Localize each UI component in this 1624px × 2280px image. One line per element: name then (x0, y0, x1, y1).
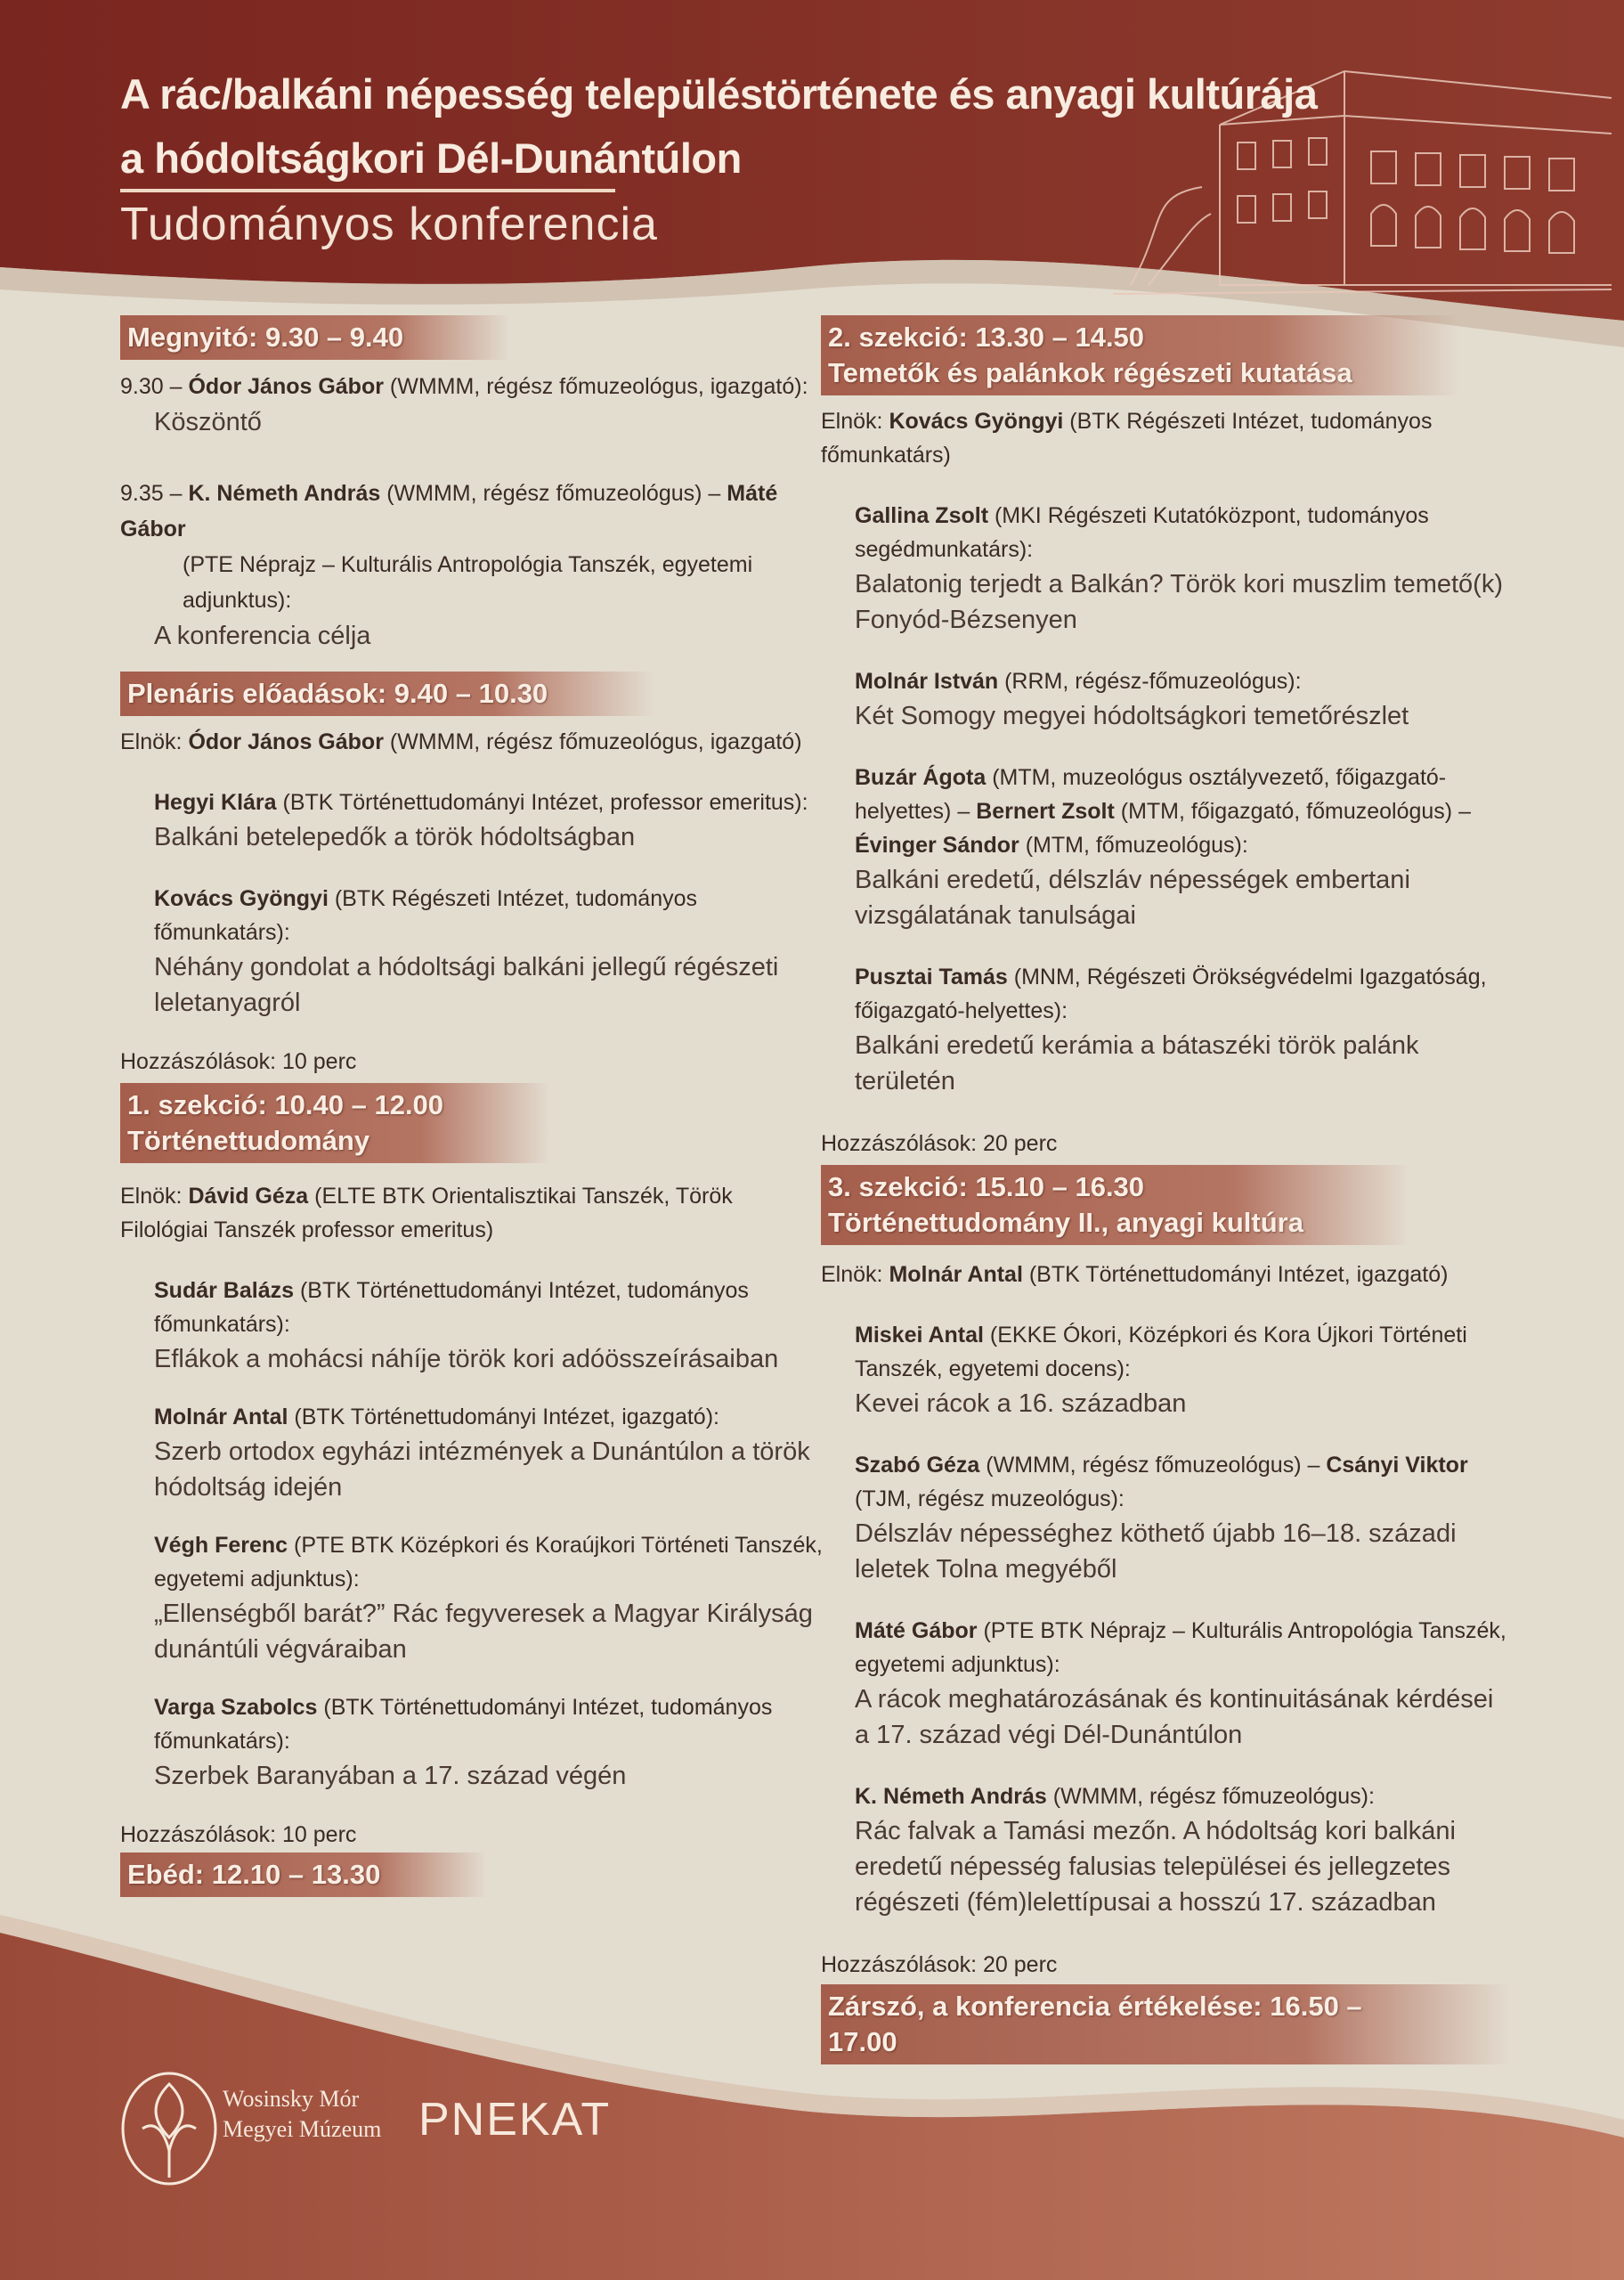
talk-title: A rácok meghatározásának és kontinuitásának kérdései a 17. század végi Dél-Dunántúlon (855, 1685, 1494, 1749)
title-divider (120, 189, 615, 192)
talk-title: Szerb ortodox egyházi intézmények a Dunántúlon a török hódoltság idején (154, 1437, 810, 1502)
session-1-heading: 1. szekció: 10.40 – 12.00 Történettudomány (120, 1083, 550, 1163)
speaker-name: Sudár Balázs (154, 1278, 295, 1303)
list-item: Hegyi Klára (BTK Történettudományi Intézet, professor emeritus): Balkáni betelepedők a török hódoltságban (154, 786, 824, 855)
talk-title: Szerbek Baranyában a 17. század végén (154, 1762, 627, 1790)
talk-title: Balkáni betelepedők a török hódoltságban (154, 823, 636, 851)
page-subtitle: Tudományos konferencia (120, 199, 658, 250)
closing-heading: Zárszó, a konferencia értékelése: 16.50 – 17.00 (821, 1984, 1511, 2064)
session-2-heading: 2. szekció: 13.30 – 14.50 Temetők és palánkok régészeti kutatása (821, 315, 1459, 395)
speaker-name: Varga Szabolcs (154, 1695, 318, 1720)
talk-title: Két Somogy megyei hódoltságkori temetőrészlet (855, 702, 1409, 730)
opening-item-1: 9.30 – Ódor János Gábor (WMMM, régész főmuzeológus, igazgató): (120, 374, 808, 399)
speaker-name: Kovács Gyöngyi (154, 886, 329, 911)
chair-line: Elnök: Molnár Antal (BTK Történettudományi Intézet, igazgató) (821, 1262, 1449, 1287)
list-item: Pusztai Tamás (MNM, Régészeti Örökségvédelmi Igazgatóság, főigazgató-helyettes): Balkáni eredetű kerámia a bátaszéki török palánk területén (855, 960, 1511, 1099)
speaker-name: Máté Gábor (855, 1618, 978, 1643)
opening-item-2: 9.35 – K. Németh András (WMMM, régész főmuzeológus) – Máté Gábor (120, 481, 778, 542)
lunch-heading: Ebéd: 12.10 – 13.30 (120, 1852, 487, 1897)
list-item: Molnár Antal (BTK Történettudományi Intézet, igazgató): Szerb ortodox egyházi intézmények a Dunántúlon a török hódoltság idején (154, 1400, 824, 1505)
title-line-2: a hódoltságkori Dél-Dunántúlon (120, 134, 742, 182)
list-item: Szabó Géza (WMMM, régész főmuzeológus) – Csányi Viktor (TJM, régész muzeológus): Délszláv népességhez köthető újabb 16–18. századi leletek Tolna megyéből (855, 1448, 1511, 1587)
partner-logo: PNEKAT (418, 2094, 612, 2146)
chair-line: Elnök: Dávid Géza (ELTE BTK Orientalisztikai Tanszék, Török Filológiai Tanszék professor emeritus) (120, 1184, 733, 1242)
list-item: Máté Gábor (PTE BTK Néprajz – Kulturális Antropológia Tanszék, egyetemi adjunktus): A rácok meghatározásának és kontinuitásának kérdései a 17. század végi Dél-Dunántúlon (855, 1614, 1511, 1753)
chair-line: Elnök: Ódor János Gábor (WMMM, régész főmuzeológus, igazgató) (120, 729, 802, 754)
speaker-name: K. Németh András (855, 1784, 1047, 1809)
speaker-name: Máté Gábor (120, 481, 778, 542)
opening-heading: Megnyitó: 9.30 – 9.40 (120, 315, 510, 360)
speaker-name: K. Németh András (188, 481, 381, 506)
list-item: Kovács Gyöngyi (BTK Régészeti Intézet, tudományos főmunkatárs): Néhány gondolat a hódoltsági balkáni jellegű régészeti leletanyagról (154, 882, 824, 1021)
chair-name: Kovács Gyöngyi (889, 409, 1064, 434)
list-item: Gallina Zsolt (MKI Régészeti Kutatóközpont, tudományos segédmunkatárs): Balatonig terjedt a Balkán? Török kori muszlim temető(k) Fonyód-Bézsenyen (855, 499, 1511, 638)
discussion-note: Hozzászólások: 10 perc (120, 1822, 357, 1847)
list-item: Varga Szabolcs (BTK Történettudományi Intézet, tudományos főmunkatárs): Szerbek Baranyában a 17. század végén (154, 1690, 824, 1794)
list-item: Sudár Balázs (BTK Történettudományi Intézet, tudományos főmunkatárs): Eflákok a mohácsi náhíje török kori adóösszeírásaiban (154, 1274, 824, 1377)
list-item: Miskei Antal (EKKE Ókori, Középkori és Kora Újkori Történeti Tanszék, egyetemi docens): Kevei rácok a 16. században (855, 1318, 1511, 1421)
talk-title: Balkáni eredetű, délszláv népességek embertani vizsgálatának tanulságai (855, 866, 1410, 930)
chair-name: Ódor János Gábor (188, 729, 384, 754)
chair-line: Elnök: Kovács Gyöngyi (BTK Régészeti Intézet, tudományos főmunkatárs) (821, 409, 1433, 468)
talk-title: Rác falvak a Tamási mezőn. A hódoltság kori balkáni eredetű népesség falusias települései és jellegzetes régészeti (fém)lelettípusai a hosszú 17. században (855, 1817, 1456, 1917)
talk-title: „Ellenségből barát?” Rác fegyveresek a Magyar Királyság dunántúli végváraiban (154, 1600, 813, 1664)
session-3-heading: 3. szekció: 15.10 – 16.30 Történettudomány II., anyagi kultúra (821, 1165, 1410, 1245)
list-item: Buzár Ágota (MTM, muzeológus osztályvezető, főigazgató-helyettes) – Bernert Zsolt (MTM, főigazgató, főmuzeológus) – Évinger Sándor (MTM, főmuzeológus): Balkáni eredetű, délszláv népességek embertani vizsgálatának tanulságai (855, 761, 1511, 933)
speaker-name: Évinger Sándor (855, 833, 1019, 858)
talk-title: Balkáni eredetű kerámia a bátaszéki török palánk területén (855, 1031, 1419, 1095)
speaker-name: Hegyi Klára (154, 790, 277, 815)
list-item: Molnár István (RRM, régész-főmuzeológus): Két Somogy megyei hódoltságkori temetőrészlet (855, 664, 1511, 734)
talk-title: Néhány gondolat a hódoltsági balkáni jellegű régészeti leletanyagról (154, 953, 779, 1017)
speaker-name: Szabó Géza (855, 1453, 980, 1478)
chair-name: Molnár Antal (889, 1262, 1023, 1287)
page-title (120, 62, 1317, 191)
speaker-affiliation: (PTE Néprajz – Kulturális Antropológia Tanszék, egyetemi adjunktus): (183, 552, 753, 613)
speaker-name: Végh Ferenc (154, 1533, 288, 1558)
talk-title: Délszláv népességhez köthető újabb 16–18. századi leletek Tolna megyéből (855, 1519, 1457, 1584)
speaker-name: Miskei Antal (855, 1323, 984, 1348)
discussion-note: Hozzászólások: 20 perc (821, 1131, 1058, 1156)
talk-title: A konferencia célja (154, 622, 371, 650)
talk-title: Kevei rácok a 16. században (855, 1389, 1187, 1418)
chair-name: Dávid Géza (188, 1184, 309, 1209)
header (0, 0, 1624, 356)
speaker-name: Ódor János Gábor (188, 374, 384, 399)
speaker-name: Molnár Antal (154, 1405, 288, 1429)
talk-title: Köszöntő (154, 408, 262, 436)
plenary-heading: Plenáris előadások: 9.40 – 10.30 (120, 672, 654, 716)
list-item: Végh Ferenc (PTE BTK Középkori és Koraújkori Történeti Tanszék, egyetemi adjunktus): „Ellenségből barát?” Rác fegyveresek a Magyar Királyság dunántúli végváraiban (154, 1528, 824, 1667)
museum-logo-text: Wosinsky Mór Megyei Múzeum (223, 2086, 382, 2142)
speaker-name: Buzár Ágota (855, 765, 987, 790)
museum-crest-icon (116, 2066, 223, 2191)
speaker-name: Pusztai Tamás (855, 965, 1008, 989)
speaker-name: Gallina Zsolt (855, 503, 989, 528)
discussion-note: Hozzászólások: 20 perc (821, 1952, 1058, 1977)
speaker-name: Molnár István (855, 669, 999, 694)
title-line-1: A rác/balkáni népesség településtörténete és anyagi kultúrája (120, 70, 1318, 118)
left-column (120, 314, 824, 1897)
talk-title: Balatonig terjedt a Balkán? Török kori muszlim temető(k) Fonyód-Bézsenyen (855, 570, 1503, 634)
discussion-note: Hozzászólások: 10 perc (120, 1049, 357, 1074)
talk-title: Eflákok a mohácsi náhíje török kori adóösszeírásaiban (154, 1345, 779, 1373)
right-column (821, 314, 1511, 2064)
list-item: K. Németh András (WMMM, régész főmuzeológus): Rác falvak a Tamási mezőn. A hódoltság kori balkáni eredetű népesség falusias települései és jellegzetes régészeti (fém)lelettípusai a hosszú 17. században (855, 1779, 1511, 1920)
speaker-name: Csányi Viktor (1326, 1453, 1468, 1478)
speaker-name: Bernert Zsolt (976, 799, 1115, 824)
